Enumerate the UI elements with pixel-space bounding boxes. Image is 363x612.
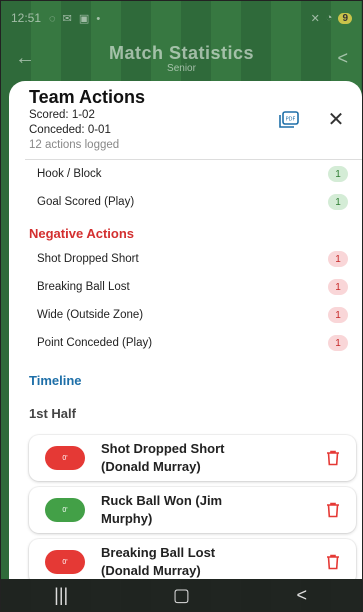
action-label: Wide (Outside Zone): [37, 309, 144, 321]
status-time: 12:51: [11, 11, 42, 25]
mute-icon: ✕: [310, 12, 320, 25]
count-badge: 1: [328, 251, 348, 267]
action-label: Point Conceded (Play): [37, 337, 153, 349]
list-item: [9, 245, 362, 273]
negative-actions-list: [9, 245, 362, 357]
sheet-title: Team Actions: [29, 87, 146, 107]
count-badge: 1: [328, 335, 348, 351]
back-arrow-icon[interactable]: ←: [15, 46, 35, 69]
positive-actions-list: [9, 160, 362, 216]
action-label: Hook / Block: [37, 168, 102, 180]
minute-badge: 0': [45, 498, 85, 522]
list-item: [9, 273, 362, 301]
list-item: [9, 188, 362, 216]
svg-text:PDF: PDF: [285, 116, 296, 123]
action-label: Goal Scored (Play): [37, 196, 135, 208]
event-line-1: Ruck Ball Won (Jim: [101, 493, 223, 508]
event-line-1: Shot Dropped Short: [101, 441, 225, 456]
count-badge: 1: [328, 166, 348, 182]
event-line-2: Murphy): [101, 511, 153, 526]
count-badge: 1: [328, 194, 348, 210]
event-description: [101, 492, 324, 528]
list-item: [9, 329, 362, 357]
battery-icon: 9: [338, 13, 352, 24]
notification-icons: ◌ ✉ ▣ •: [49, 12, 103, 25]
system-icons: [311, 12, 352, 25]
actions-logged-text: 12 actions logged: [29, 139, 120, 151]
minute-badge: 0': [45, 550, 85, 574]
delete-icon[interactable]: [324, 552, 342, 572]
delete-icon[interactable]: [324, 448, 342, 468]
timeline-list: [9, 435, 362, 579]
minute-badge: 0': [45, 446, 85, 470]
event-line-2: (Donald Murray): [101, 563, 201, 578]
share-icon[interactable]: <: [337, 47, 348, 68]
signal-icon: ◔: [325, 12, 333, 24]
action-label: Breaking Ball Lost: [37, 281, 130, 293]
page-subtitle: Senior: [167, 62, 196, 74]
timeline-event-card[interactable]: [29, 539, 356, 579]
conceded-text: Conceded: 0-01: [29, 124, 111, 136]
count-badge: 1: [328, 307, 348, 323]
system-nav-bar: [1, 579, 362, 611]
timeline-event-card[interactable]: [29, 487, 356, 533]
event-description: [101, 440, 324, 476]
delete-icon[interactable]: [324, 500, 342, 520]
status-bar: [1, 1, 362, 35]
half-label: 1st Half: [29, 406, 76, 421]
close-icon[interactable]: ✕: [327, 108, 345, 131]
recent-apps-icon[interactable]: |||: [54, 584, 69, 605]
event-line-2: (Donald Murray): [101, 459, 201, 474]
page-title: Match Statistics: [108, 42, 255, 63]
timeline-event-card[interactable]: [29, 435, 356, 481]
list-item: [9, 160, 362, 188]
list-item: [9, 301, 362, 329]
action-label: Shot Dropped Short: [37, 253, 139, 265]
negative-actions-heading: Negative Actions: [29, 226, 134, 241]
sheet-header: [9, 81, 362, 159]
event-line-1: Breaking Ball Lost: [101, 545, 216, 560]
nav-back-icon[interactable]: <: [296, 584, 308, 605]
scored-text: Scored: 1-02: [29, 109, 95, 121]
home-icon[interactable]: ▢: [172, 584, 190, 605]
app-bar-titles: [39, 43, 324, 74]
event-description: [101, 544, 324, 579]
pdf-export-icon[interactable]: [278, 109, 300, 131]
team-actions-sheet: [9, 81, 362, 579]
app-bar: [1, 35, 362, 81]
timeline-heading: Timeline: [29, 373, 82, 388]
count-badge: 1: [328, 279, 348, 295]
